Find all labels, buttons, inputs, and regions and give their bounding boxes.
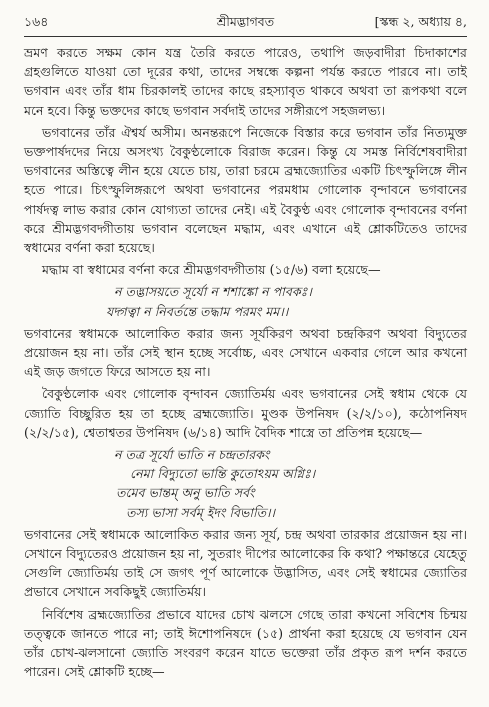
header-rule (24, 36, 467, 37)
paragraph: ভগবানের স্বধামকে আলোকিত করার জন্য সূর্যকিরণ অথবা চন্দ্রকিরণ অথবা বিদ্যুতের প্রয়োজন হয় না। তাঁর সেই স্থান হচ্ছে সর্বোচ্চ, এবং সেখানে একবার গেলে আর কখনো এই জড় জগতে ফিরে আসতে হয় না। (24, 325, 467, 380)
paragraph: বৈকুণ্ঠলোক এবং গোলোক বৃন্দাবন জ্যোতির্ময় এবং ভগবানের সেই স্বধাম থেকে যে জ্যোতি বিচ্ছুরিত হয় তা হচ্ছে ব্রহ্মজ্যোতি। মুণ্ডক উপনিষদ (২/২/১০), কঠোপনিষদ (২/২/১৫), শ্বেতাশ্বতর উপনিষদ (৬/১৪) আদি বৈদিক শাস্ত্রে তা প্রতিপন্ন হয়েছে— (24, 386, 467, 440)
verse-line: নেমা বিদ্যুতো ভান্তি কুতোঽয়ম অগ্নিঃ। (130, 466, 316, 482)
paragraph-continuation: ভ্রমণ করতে সক্ষম কোন যন্ত্র তৈরি করতে পারেও, তথাপি জড়বাদীরা চিদাকাশের গ্রহগুলিতে যাওয়া তো দূরের কথা, তাদের সম্বন্ধে কল্পনা পর্যন্ত করতে পারবে না। তাই ভগবান এবং তাঁর ধাম চিরকালই তাদের কাছে রহস্যাবৃত থাকবে অথবা তা রূপকথা বলে মনে হবে। কিন্তু ভক্তদের কাছে ভগবান সর্বদাই তাদের সঙ্গীরূপে সহজলভ্য। (24, 45, 467, 118)
paragraph: নির্বিশেষ ব্রহ্মজ্যোতির প্রভাবে যাদের চোখ ঝলসে গেছে তারা কখনো সবিশেষ চিন্ময় তত্ত্বকে জানতে পারে না; তাই ঈশোপনিষদে (১৫) প্রার্থনা করা হয়েছে যে ভগবান যেন তাঁর চোখ-ঝলসানো জ্যোতি সংবরণ করেন যাতে ভক্তেরা তাঁর প্রকৃত রূপ দর্শন করতে পারেন। সেই শ্লোকটি হচ্ছে— (24, 606, 467, 680)
paragraph: মদ্ধাম বা স্বধামের বর্ণনা করে শ্রীমদ্ভগবদ্গীতায় (১৫/৬) বলা হয়েছে— (42, 262, 381, 278)
gita-verse (24, 282, 467, 320)
page-number: ১৬৪ (24, 14, 49, 29)
page-header (24, 12, 467, 34)
verse-line: তমেব ভান্তম্ অনু ভাতি সর্বং (116, 485, 255, 501)
verse-line: যদ্গত্বা ন নিবর্তন্তে তদ্ধাম পরমং মম।। (106, 303, 289, 319)
paragraph: ভগবানের সেই স্বধামকে আলোকিত করার জন্য সূর্য, চন্দ্র অথবা তারকার প্রয়োজন হয় না। সেখানে বিদ্যুতেরও প্রয়োজন হয় না, সুতরাং দীপের আলোকের কি কথা? পক্ষান্তরে যেহেতু সেগুলি জ্যোতির্ময় তাই সে জগৎ পূর্ণ আলোকে উদ্ভাসিত, এবং সেই স্বধামের জ্যোতির প্রভাবে সেখানে সবকিছুই জ্যোতির্ময়। (24, 526, 467, 600)
verse-line: ন তদ্ভাসয়তে সূর্যো ন শশাঙ্কো ন পাবকঃ। (114, 284, 312, 300)
page-body (24, 43, 467, 682)
book-title: শ্রীমদ্ভাগবত (216, 14, 275, 29)
verse-line: তস্য ভাসা সর্বম্ ইদং বিভাতি।। (126, 504, 276, 520)
upanishad-verse (24, 445, 467, 522)
verse-line: ন তত্র সূর্যো ভাতি ন চন্দ্রতারকং (114, 447, 270, 463)
section-reference: [স্কন্ধ ২, অধ্যায় ৪, (374, 14, 467, 29)
paragraph: ভগবানের তাঁর ঐশ্বর্য অসীম। অনন্তরূপে নিজেকে বিস্তার করে ভগবান তাঁর নিত্যমুক্ত ভক্তপার্ষদদের নিয়ে অসংখ্য বৈকুণ্ঠলোকে বিরাজ করেন। কিন্তু যে সমস্ত নির্বিশেষবাদীরা ভগবানের অস্তিত্বে লীন হয়ে যেতে চায়, তারা চরমে ব্রহ্মজ্যোতির একটি চিৎস্ফুলিঙ্গে লীন হতে পারে। চিৎস্ফুলিঙ্গরূপে অথবা ভগবানের পরমধাম গোলোক বৃন্দাবনে ভগবানের পার্ষদত্ব লাভ করার কোন যোগ্যতা তাদের নেই। এই বৈকুণ্ঠ এবং গোলোক বৃন্দাবনের বর্ণনা করে শ্রীমদ্ভগবদ্গীতায় ভগবান বলেছেন মদ্ধাম, এবং এখানে এই শ্লোকটিতেও তাদের স্বধামের বর্ণনা করা হয়েছে। (24, 124, 467, 256)
